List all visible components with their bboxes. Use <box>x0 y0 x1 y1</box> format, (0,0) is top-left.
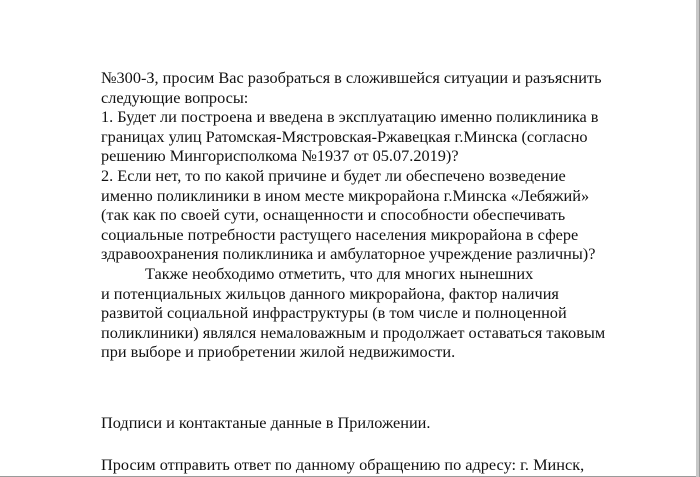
closing-text <box>101 455 661 475</box>
text-line: границах улиц Ратомская-Мястровская-Ржавецкая г.Минска (согласно <box>101 126 588 146</box>
text-line: поликлиники) являлся немаловажным и продолжает оставаться таковым <box>101 322 606 342</box>
text-line: решению Мингорисполкома №1937 от 05.07.2019)? <box>101 146 459 166</box>
text-line: здравоохранения поликлиника и амбулаторное учреждение различны)? <box>101 244 596 264</box>
main-body-text <box>101 68 661 362</box>
text-line: развитой социальной инфраструктуры (в том числе и полноценной <box>101 303 567 323</box>
text-line: №300-З, просим Вас разобраться в сложившейся ситуации и разъяснить <box>101 68 602 87</box>
signatures-note <box>101 413 661 433</box>
text-line: при выборе и приобретении жилой недвижимости. <box>101 342 456 362</box>
text-line: Также необходимо отметить, что для многих нынешних <box>145 263 534 283</box>
text-line: именно поликлиники в ином месте микрорайона г.Минска «Лебяжий» <box>101 185 590 205</box>
page-edge-shadow <box>696 0 699 477</box>
text-line: Подписи и контактаные данные в Приложении. <box>101 413 431 432</box>
text-line: и потенциальных жильцов данного микрорайона, фактор наличия <box>101 283 559 303</box>
text-line: Просим отправить ответ по данному обращению по адресу: г. Минск, <box>101 455 585 474</box>
text-line: следующие вопросы: <box>101 87 249 107</box>
text-line: социальные потребности растущего населения микрорайона в сфере <box>101 224 579 244</box>
text-line: 1. Будет ли построена и введена в эксплуатацию именно поликлиника в <box>101 107 599 127</box>
text-line: (так как по своей сути, оснащенности и способности обеспечивать <box>101 205 566 225</box>
text-line: 2. Если нет, то по какой причине и будет ли обеспечено возведение <box>101 165 566 185</box>
